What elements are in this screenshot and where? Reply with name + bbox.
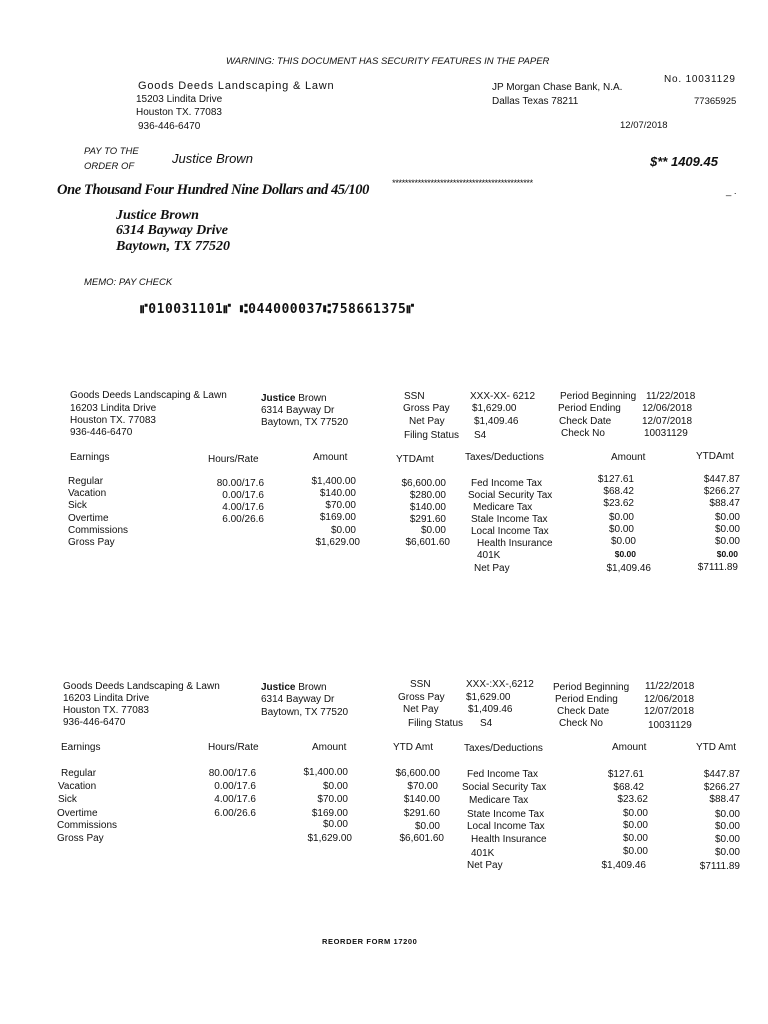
dash-mark: _ . — [726, 186, 737, 197]
tax-ytd: $0.00 — [714, 847, 740, 858]
stub-period-begin-value: 11/22/2018 — [646, 391, 696, 402]
tax-amount: $0.00 — [608, 512, 634, 523]
stub-header-earnings: Earnings — [70, 452, 110, 463]
tax-amount: $0.00 — [622, 808, 648, 819]
earning-amount: $1,629.00 — [315, 537, 360, 548]
earning-amount: $1,400.00 — [303, 767, 348, 778]
stub-check-date-value: 12/07/2018 — [642, 416, 693, 427]
company-address-line1: 15203 Lindita Drive — [136, 94, 223, 105]
tax-name: Social Security Tax — [468, 490, 553, 501]
stub-header-taxes: Taxes/Deductions — [464, 743, 543, 754]
tax-ytd: $0.00 — [714, 809, 740, 820]
stub-header-amount: Amount — [312, 742, 347, 753]
company-phone: 936-446-6470 — [138, 121, 201, 132]
tax-name: Medicare Tax — [469, 795, 529, 806]
earning-ytd: $6,601.60 — [405, 537, 450, 548]
earning-ytd: $291.60 — [403, 808, 440, 819]
tax-amount: $127.61 — [597, 474, 634, 485]
earning-amount: $169.00 — [311, 808, 348, 819]
earning-amount: $0.00 — [322, 819, 348, 830]
tax-amount: $0.00 — [622, 846, 648, 857]
pay-to-label-line2: ORDER OF — [84, 161, 135, 172]
check-number-label: No. — [664, 74, 682, 85]
stub-filing-status-value: S4 — [474, 430, 487, 441]
stub-gross-pay-label: Gross Pay — [403, 403, 450, 414]
earning-name: Gross Pay — [68, 537, 115, 548]
tax-name: Fed Income Tax — [467, 769, 538, 780]
earning-ytd: $70.00 — [407, 781, 438, 792]
tax-ytd: $0.00 — [714, 536, 740, 547]
earning-ytd: $291.60 — [409, 514, 446, 525]
tax-ytd: $0.00 — [716, 549, 738, 559]
stub-company-name: Goods Deeds Landscaping & Lawn — [63, 681, 220, 692]
stub-employee-name — [261, 682, 327, 693]
pay-stub-2 — [0, 678, 768, 898]
stub-period-end-label: Period Ending — [558, 403, 621, 414]
tax-ytd: $7111.89 — [699, 861, 740, 872]
earning-ytd: $6,600.00 — [395, 768, 440, 779]
stub-company-phone: 936-446-6470 — [70, 427, 133, 438]
earning-amount: $0.00 — [322, 781, 348, 792]
stub-period-begin-value: 11/22/2018 — [645, 681, 695, 692]
stub-check-date-label: Check Date — [559, 416, 612, 427]
tax-ytd: $0.00 — [714, 821, 740, 832]
earning-name: Vacation — [68, 488, 107, 499]
tax-ytd: $0.00 — [714, 834, 740, 845]
stub-filing-status-label: Filing Status — [408, 718, 464, 729]
amount-fill-asterisks: ******************************************** — [392, 178, 533, 189]
earning-name: Commissions — [68, 525, 129, 536]
earning-ytd: $140.00 — [403, 794, 440, 805]
reorder-form: REORDER FORM 17200 — [322, 937, 418, 946]
stub-employee-first: Justice — [261, 682, 296, 693]
tax-amount: $68.42 — [613, 782, 644, 793]
stub-company-address1: 16203 Lindita Drive — [70, 403, 157, 414]
tax-amount: $1,409.46 — [606, 563, 651, 574]
stub-employee-address2: Baytown, TX 77520 — [261, 707, 349, 718]
stub-employee-last: Brown — [298, 393, 327, 404]
tax-amount: $1,409.46 — [601, 860, 646, 871]
tax-ytd: $447.87 — [703, 474, 740, 485]
stub-employee-first: Justice — [261, 393, 296, 404]
stub-net-pay-label: Net Pay — [409, 416, 445, 427]
earning-name: Overtime — [57, 808, 98, 819]
stub-header-tax-amount: Amount — [611, 452, 646, 463]
stub-check-no-value: 10031129 — [644, 428, 688, 439]
earning-name: Overtime — [68, 513, 109, 524]
earning-hours: 4.00/17.6 — [214, 794, 256, 805]
bank-city: Dallas Texas 78211 — [492, 96, 579, 107]
tax-ytd: $266.27 — [703, 782, 740, 793]
payee-address-line2: Baytown, TX 77520 — [116, 239, 230, 254]
earning-ytd: $0.00 — [420, 525, 446, 536]
payee-address-line1: 6314 Bayway Drive — [116, 223, 228, 238]
stub-header-tax-amount: Amount — [612, 742, 647, 753]
tax-name: Net Pay — [467, 860, 503, 871]
stub-check-date-value: 12/07/2018 — [644, 706, 695, 717]
stub-ssn-value: XXX-:XX-,6212 — [466, 679, 534, 690]
tax-ytd: $0.00 — [714, 512, 740, 523]
stub-header-ytd: YTD Amt — [393, 742, 434, 753]
tax-name: Net Pay — [474, 563, 510, 574]
earning-amount: $1,400.00 — [311, 476, 356, 487]
tax-name: Social Security Tax — [462, 782, 547, 793]
stub-header-amount: Amount — [313, 452, 348, 463]
stub-employee-address2: Baytown, TX 77520 — [261, 417, 349, 428]
stub-ssn-label: SSN — [410, 679, 431, 690]
earning-name: Sick — [58, 794, 77, 805]
earning-hours: 0.00/17.6 — [214, 781, 256, 792]
stub-header-taxes: Taxes/Deductions — [465, 452, 544, 463]
earning-amount: $0.00 — [330, 525, 356, 536]
tax-name: 401K — [471, 848, 495, 859]
stub-filing-status-label: Filing Status — [404, 430, 460, 441]
stub-period-begin-label: Period Beginning — [553, 682, 630, 693]
earning-hours: 80.00/17.6 — [216, 478, 264, 489]
earning-ytd: $280.00 — [409, 490, 446, 501]
stub-net-pay-label: Net Pay — [403, 704, 439, 715]
company-name: Goods Deeds Landscaping & Lawn — [138, 80, 335, 92]
stub-employee-name — [261, 393, 327, 404]
earning-hours: 80.00/17.6 — [208, 768, 256, 779]
stub-check-no-label: Check No — [559, 718, 603, 729]
tax-name: Local Income Tax — [471, 526, 549, 537]
tax-amount: $0.00 — [614, 549, 636, 559]
tax-amount: $0.00 — [608, 524, 634, 535]
amount-in-words: One Thousand Four Hundred Nine Dollars and 45/100 — [57, 182, 369, 198]
payee-name: Justice Brown — [172, 151, 253, 166]
payee-address-name: Justice Brown — [116, 208, 199, 223]
tax-name: Stale Income Tax — [471, 514, 548, 525]
tax-ytd: $7111.89 — [697, 562, 738, 573]
pay-stub-1 — [0, 388, 768, 608]
earning-hours: 6.00/26.6 — [222, 514, 264, 525]
tax-name: 401K — [477, 550, 501, 561]
tax-name: Medicare Tax — [473, 502, 533, 513]
check-date: 12/07/2018 — [620, 120, 668, 131]
company-address-line2: Houston TX. 77083 — [136, 107, 222, 118]
stub-check-date-label: Check Date — [557, 706, 610, 717]
stub-header-hours: Hours/Rate — [208, 742, 259, 753]
tax-amount: $0.00 — [622, 833, 648, 844]
stub-gross-pay-label: Gross Pay — [398, 692, 445, 703]
tax-name: State Income Tax — [467, 809, 545, 820]
stub-ssn-label: SSN — [404, 391, 425, 402]
earning-ytd: $0.00 — [414, 821, 440, 832]
tax-ytd: $88.47 — [709, 498, 740, 509]
pay-to-label-line1: PAY TO THE — [84, 146, 139, 157]
earning-name: Regular — [61, 768, 97, 779]
security-warning: WARNING: THIS DOCUMENT HAS SECURITY FEATURES IN THE PAPER — [226, 56, 550, 67]
earning-ytd: $140.00 — [409, 502, 446, 513]
stub-header-ytd: YTDAmt — [396, 454, 434, 465]
earning-name: Commissions — [57, 820, 118, 831]
stub-net-pay-value: $1,409.46 — [474, 416, 519, 427]
stub-employee-address1: 6314 Bayway Dr — [261, 694, 335, 705]
stub-net-pay-value: $1,409.46 — [468, 704, 513, 715]
earning-hours: 6.00/26.6 — [214, 808, 256, 819]
earning-name: Regular — [68, 476, 104, 487]
tax-amount: $23.62 — [617, 794, 648, 805]
tax-amount: $0.00 — [622, 820, 648, 831]
tax-name: Local Income Tax — [467, 821, 545, 832]
earning-ytd: $6,600.00 — [401, 478, 446, 489]
stub-filing-status-value: S4 — [480, 718, 493, 729]
micr-line: ⑈010031101⑈ ⑆044000037⑆758661375⑈ — [140, 302, 415, 317]
stub-employee-address1: 6314 Bayway Dr — [261, 405, 335, 416]
earning-name: Vacation — [58, 781, 97, 792]
check-amount: $** 1409.45 — [650, 154, 718, 169]
earning-ytd: $6,601.60 — [399, 833, 444, 844]
earning-amount: $140.00 — [319, 488, 356, 499]
stub-company-address2: Houston TX. 77083 — [63, 705, 149, 716]
earning-amount: $1,629.00 — [307, 833, 352, 844]
tax-ytd: $266.27 — [703, 486, 740, 497]
tax-amount: $68.42 — [603, 486, 634, 497]
tax-ytd: $447.87 — [703, 769, 740, 780]
stub-check-no-value: 10031129 — [648, 720, 692, 731]
stub-company-address1: 16203 Lindita Drive — [63, 693, 150, 704]
earning-amount: $70.00 — [317, 794, 348, 805]
earning-hours: 0.00/17.6 — [222, 490, 264, 501]
stub-check-no-label: Check No — [561, 428, 605, 439]
tax-name: Fed Income Tax — [471, 478, 542, 489]
tax-name: Health Insurance — [471, 834, 547, 845]
tax-ytd: $0.00 — [714, 524, 740, 535]
stub-period-begin-label: Period Beginning — [560, 391, 637, 402]
routing-fraction: 77365925 — [694, 96, 737, 107]
tax-name: Health Insurance — [477, 538, 553, 549]
stub-company-address2: Houston TX. 77083 — [70, 415, 156, 426]
tax-amount: $127.61 — [607, 769, 644, 780]
stub-gross-pay-value: $1,629.00 — [466, 692, 511, 703]
earning-name: Sick — [68, 500, 87, 511]
stub-header-tax-ytd: YTD Amt — [696, 742, 737, 753]
stub-employee-last: Brown — [298, 682, 327, 693]
stub-period-end-value: 12/06/2018 — [642, 403, 693, 414]
stub-company-phone: 936-446-6470 — [63, 717, 126, 728]
earning-amount: $169.00 — [319, 512, 356, 523]
stub-header-hours: Hours/Rate — [208, 454, 259, 465]
earning-amount: $70.00 — [325, 500, 356, 511]
stub-company-name: Goods Deeds Landscaping & Lawn — [70, 390, 227, 401]
tax-amount: $0.00 — [610, 536, 636, 547]
earning-name: Gross Pay — [57, 833, 104, 844]
check-number-value: 10031129 — [685, 74, 736, 85]
stub-ssn-value: XXX-XX- 6212 — [470, 391, 536, 402]
check-number — [664, 74, 736, 85]
earning-hours: 4.00/17.6 — [222, 502, 264, 513]
bank-name: JP Morgan Chase Bank, N.A. — [492, 82, 623, 93]
stub-header-earnings: Earnings — [61, 742, 101, 753]
memo: MEMO: PAY CHECK — [84, 277, 173, 288]
tax-amount: $23.62 — [603, 498, 634, 509]
stub-header-tax-ytd: YTDAmt — [696, 451, 734, 462]
stub-gross-pay-value: $1,629.00 — [472, 403, 517, 414]
tax-ytd: $88.47 — [709, 794, 740, 805]
stub-period-end-value: 12/06/2018 — [644, 694, 695, 705]
stub-period-end-label: Period Ending — [555, 694, 618, 705]
